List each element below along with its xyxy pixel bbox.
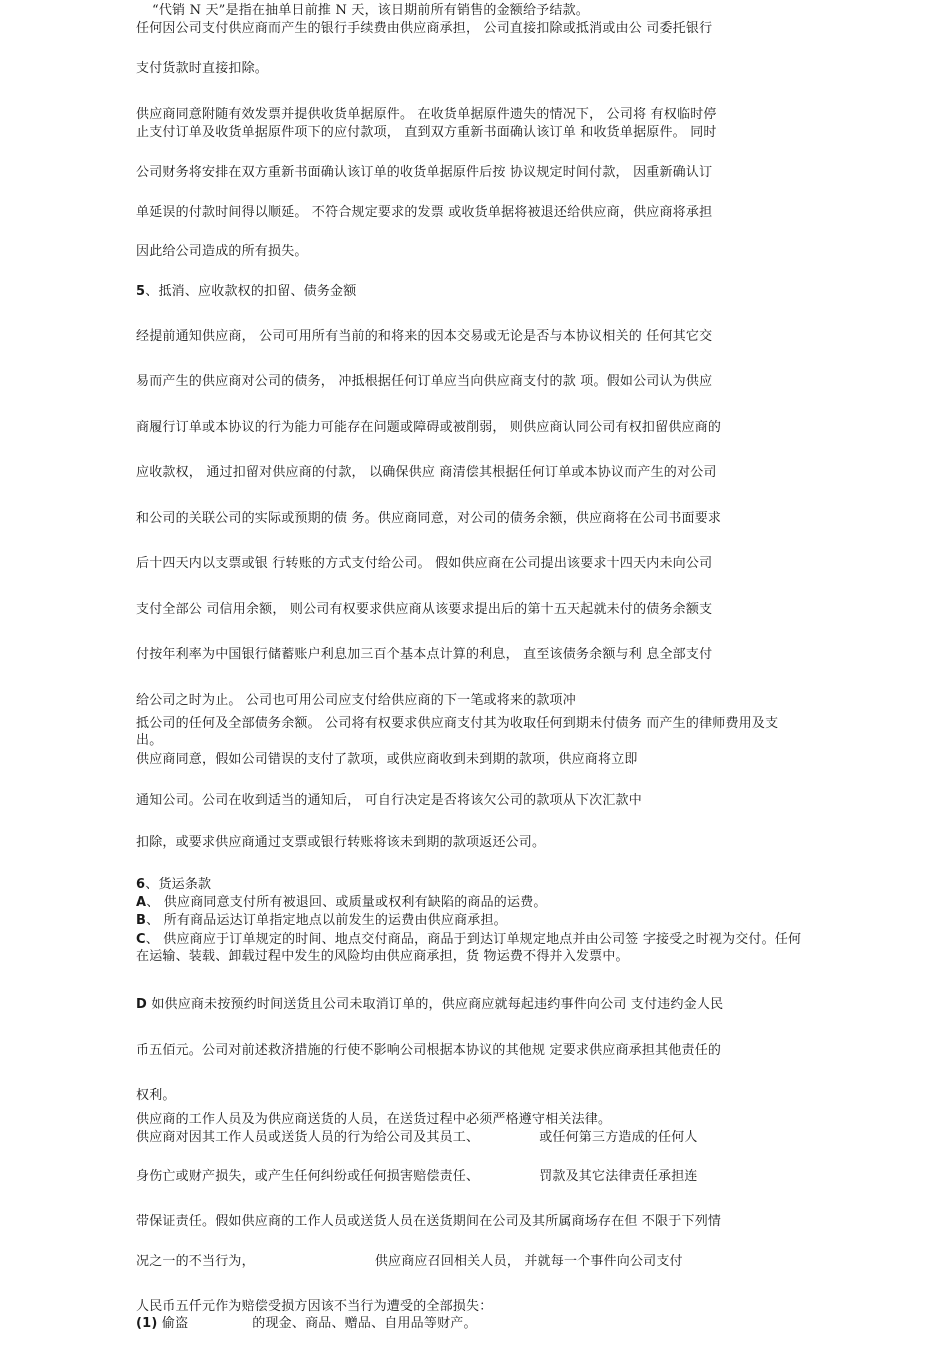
clause-d xyxy=(136,996,816,1013)
line-offset-3: 商履行订单或本协议的行为能力可能存在问题或障碍或被削弱， 则供应商认同公司有权扣留供应商的 xyxy=(136,420,722,435)
line-wrong-payment-2: 通知公司。公司在收到适当的通知后， 可自行决定是否将该欠公司的款项从下次汇款中 xyxy=(136,793,642,808)
clause-d-key: D xyxy=(136,997,147,1012)
line-bank-fee: 任何因公司支付供应商而产生的银行手续费由供应商承担， 公司直接扣除或抵消或由公 司委托银行 xyxy=(136,21,713,36)
liability-4-a: 况之一的不当行为， xyxy=(136,1254,255,1269)
clause-a-key: A xyxy=(136,895,147,910)
line-wrong-payment-3: 扣除，或要求供应商通过支票或银行转账将该未到期的款项返还公司。 xyxy=(136,835,546,850)
section-6-heading xyxy=(136,876,816,893)
clause-b-key: B xyxy=(136,913,147,928)
line-staff-liability-5: 人民币五仟元作为赔偿受损方因该不当行为遭受的全部损失： xyxy=(136,1299,493,1314)
line-staff-liability-2 xyxy=(136,1168,816,1185)
clause-a-text: 、 供应商同意支付所有被退回、或质量或权利有缺陷的商品的运费。 xyxy=(146,895,547,910)
line-offset-1: 经提前通知供应商， 公司可用所有当前的和将来的因本交易或无论是否与本协议相关的 任何其它交 xyxy=(136,329,713,344)
section-6-title: 、货运条款 xyxy=(145,877,212,892)
clause-c-text: 、 供应商应于订单规定的时间、地点交付商品，商品于到达订单规定地点并由公司签 字接受之时视为交付。任何在运输、装载、卸载过程中发生的风险均由供应商承担，货 物运费不得并入发票中。 xyxy=(136,932,802,964)
line-staff-liability-1 xyxy=(136,1129,816,1146)
liability-2-a: 身伤亡或财产损失，或产生任何纠纷或任何损害赔偿责任、 xyxy=(136,1169,480,1184)
line-wrong-payment-1: 供应商同意，假如公司错误的支付了款项，或供应商收到未到期的款项，供应商将立即 xyxy=(136,752,638,767)
line-offset-4: 应收款权， 通过扣留对供应商的付款， 以确保供应 商清偿其根据任何订单或本协议而产生的对公司 xyxy=(136,465,717,480)
line-invoice-4: 单延误的付款时间得以顺延。 不符合规定要求的发票 或收货单据将被退还给供应商，供应商将承担 xyxy=(136,205,713,220)
clause-b-text: 、 所有商品运达订单指定地点以前发生的运费由供应商承担。 xyxy=(146,913,507,928)
line-bank-fee-cont: 支付货款时直接扣除。 xyxy=(136,61,269,76)
list-item-1-b: 的现金、商品、赠品、自用品等财产。 xyxy=(252,1316,477,1331)
line-offset-2: 易而产生的供应商对公司的债务， 冲抵根据任何订单应当向供应商支付的款 项。假如公司认为供应 xyxy=(136,374,713,389)
line-invoice-5: 因此给公司造成的所有损失。 xyxy=(136,244,308,259)
line-offset-6: 后十四天内以支票或银 行转账的方式支付给公司。 假如供应商在公司提出该要求十四天内未向公司 xyxy=(136,556,713,571)
section-5-title: 、抵消、应收款权的扣留、债务金额 xyxy=(145,284,357,299)
line-invoice-2: 止支付订单及收货单据原件项下的应付款项， 直到双方重新书面确认该订单 和收货单据原件。 同时 xyxy=(136,125,717,140)
liability-1-b: 或任何第三方造成的任何人 xyxy=(539,1130,698,1145)
clause-d-text: 如供应商未按预约时间送货且公司未取消订单的，供应商应就每起违约事件向公司 支付违约金人民 xyxy=(147,997,724,1012)
list-item-1-a: 偷盗 xyxy=(157,1316,189,1331)
line-offset-10: 抵公司的任何及全部债务余额。 公司将有权要求供应商支付其为收取任何到期未付债务 而产生的律师费用及支出。 xyxy=(136,716,779,748)
clause-b xyxy=(136,912,816,929)
list-item-1 xyxy=(136,1315,816,1332)
line-offset-9: 给公司之时为止。 公司也可用公司应支付给供应商的下一笔或将来的款项冲 xyxy=(136,693,576,708)
clause-c xyxy=(136,931,804,965)
liability-4-b: 供应商应召回相关人员， 并就每一个事件向公司支付 xyxy=(374,1254,683,1269)
line-invoice-3: 公司财务将安排在双方重新书面确认该订单的收货单据原件后按 协议规定时间付款， 因重新确认订 xyxy=(136,165,713,180)
line-staff-liability-3: 带保证责任。假如供应商的工作人员或送货人员在送货期间在公司及其所属商场存在但 不限于下列情 xyxy=(136,1214,722,1229)
line-daixiao-definition: “代销 N 天”是指在抽单日前推 N 天，该日期前所有销售的金额给予结款。 xyxy=(152,3,589,18)
line-invoice-1: 供应商同意附随有效发票并提供收货单据原件。 在收货单据原件遗失的情况下， 公司将 有权临时停 xyxy=(136,107,717,122)
line-offset-7: 支付全部公 司信用余额， 则公司有权要求供应商从该要求提出后的第十五天起就未付的债务余额支 xyxy=(136,602,713,617)
clause-c-key: C xyxy=(136,932,146,947)
line-penalty-1: 币五佰元。公司对前述救济措施的行使不影响公司根据本协议的其他规 定要求供应商承担其他责任的 xyxy=(136,1043,722,1058)
line-offset-5: 和公司的关联公司的实际或预期的债 务。供应商同意，对公司的债务余额，供应商将在公司书面要求 xyxy=(136,511,722,526)
line-offset-8: 付按年利率为中国银行储蓄账户利息加三百个基本点计算的利息， 直至该债务余额与利 息全部支付 xyxy=(136,647,713,662)
list-item-1-key: (1) xyxy=(136,1316,158,1331)
line-staff-liability-4 xyxy=(136,1253,816,1270)
section-5-heading xyxy=(136,283,816,300)
line-penalty-2: 权利。 xyxy=(136,1088,176,1103)
section-6-number: 6 xyxy=(136,877,146,892)
clause-a xyxy=(136,894,816,911)
liability-2-b: 罚款及其它法律责任承担连 xyxy=(539,1169,698,1184)
section-5-number: 5 xyxy=(136,284,146,299)
line-staff-law: 供应商的工作人员及为供应商送货的人员，在送货过程中必须严格遵守相关法律。 xyxy=(136,1112,612,1127)
liability-1-a: 供应商对因其工作人员或送货人员的行为给公司及其员工、 xyxy=(136,1130,480,1145)
